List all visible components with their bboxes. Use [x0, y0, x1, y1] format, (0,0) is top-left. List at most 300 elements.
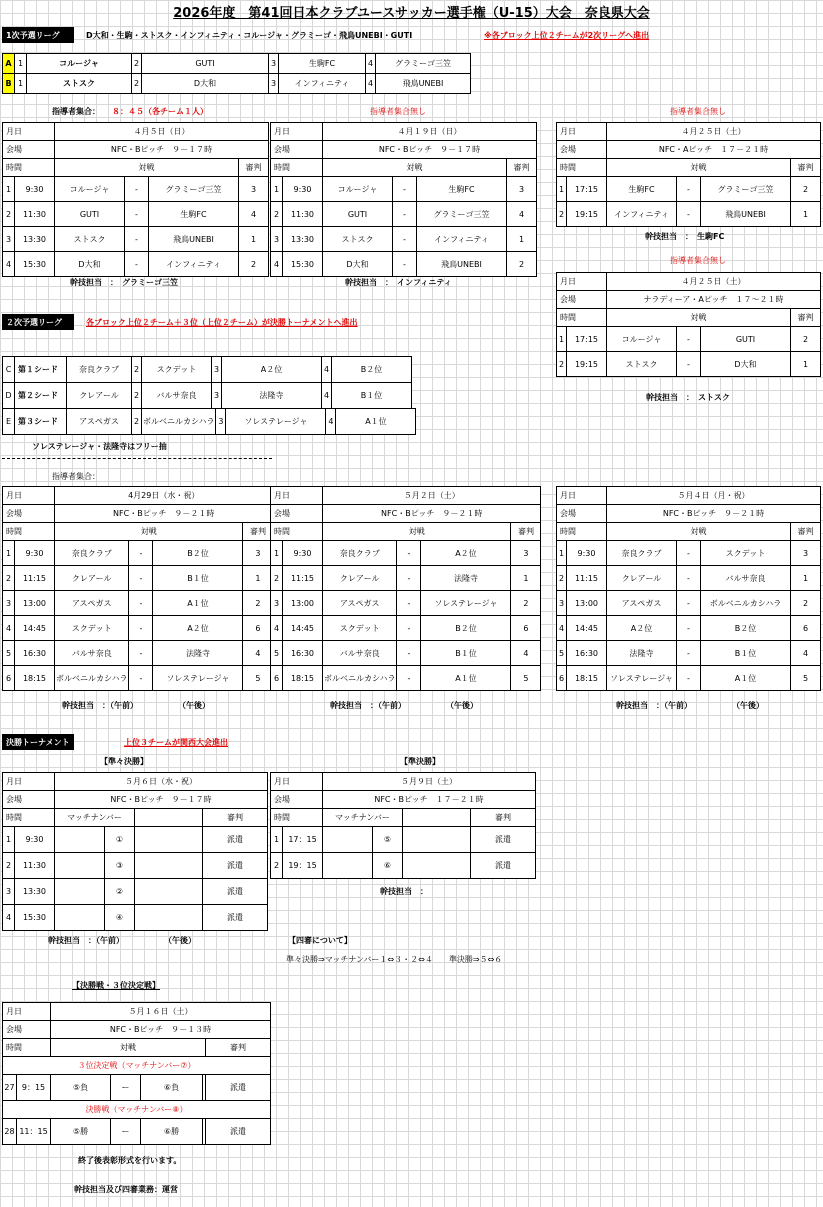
table-cell: ４月５日（日）	[55, 123, 269, 141]
table-cell: バルサ奈良	[701, 566, 791, 591]
block-label: A	[3, 54, 15, 74]
table-row	[271, 773, 536, 791]
table-cell: ４月１９日（日）	[323, 123, 537, 141]
table-cell: 1	[3, 541, 15, 566]
table-row	[3, 74, 471, 94]
first-group-A	[2, 53, 471, 74]
table-cell: NFC・Bピッチ ９－１７時	[55, 791, 268, 809]
table-cell: 13:00	[567, 591, 607, 616]
table-row	[3, 773, 268, 791]
table-cell: 2	[271, 566, 283, 591]
table-cell: ５月６日（水・祝）	[55, 773, 268, 791]
table-cell: 審判	[791, 159, 821, 177]
first-day3-table	[556, 122, 821, 227]
table-cell: 1	[557, 177, 567, 202]
table-cell: 4	[243, 641, 273, 666]
table-cell: 飛鳥UNEBI	[701, 202, 791, 227]
table-cell: 4	[511, 641, 541, 666]
table-cell: 6	[3, 666, 15, 691]
table-cell: 4	[322, 357, 332, 383]
table-cell: GUTI	[142, 54, 269, 74]
table-cell	[323, 853, 373, 879]
table-cell: 17：15	[283, 827, 323, 853]
table-cell: ５月９日（土）	[323, 773, 536, 791]
table-cell: 16:30	[283, 641, 323, 666]
first-note: ※各ブロック上位２チームが2次リーグへ進出	[484, 31, 650, 40]
second-day2-table	[270, 486, 541, 691]
table-cell: 対戦	[323, 523, 511, 541]
match-row	[3, 905, 268, 931]
table-cell: 11:15	[15, 566, 55, 591]
final-note: 上位３チームが関西大会進出	[124, 738, 228, 747]
second-day1-duty: 幹技担当 ：（午前） （午後）	[62, 701, 210, 710]
table-cell: NFC・Bピッチ ９－２１時	[55, 505, 273, 523]
table-cell: ストスク	[607, 352, 677, 377]
fin-duty: 幹技担当及び四審業務：運営	[74, 1185, 178, 1194]
table-cell: 会場	[3, 505, 55, 523]
table-cell: グラミーゴ三笠	[417, 202, 507, 227]
table-cell: 3	[3, 591, 15, 616]
table-cell	[403, 809, 471, 827]
table-cell: 生駒FC	[417, 177, 507, 202]
table-cell: B１位	[701, 641, 791, 666]
second-day1-table	[2, 486, 273, 691]
table-cell: 法隆寺	[222, 383, 322, 409]
table-cell	[135, 827, 203, 853]
four-ref-title: 【四審について】	[288, 936, 352, 945]
match-row	[557, 641, 821, 666]
table-row	[271, 505, 541, 523]
table-cell: GUTI	[701, 327, 791, 352]
match-row	[271, 853, 536, 879]
table-cell: ４月２５日（土）	[607, 123, 821, 141]
block-label: B	[3, 74, 15, 94]
table-cell: 27	[3, 1075, 17, 1101]
table-cell	[55, 879, 105, 905]
table-cell: NFC・Aピッチ １７－２１時	[607, 141, 821, 159]
table-cell: 11:30	[15, 853, 55, 879]
table-row	[3, 1021, 271, 1039]
table-cell: 第２シード	[15, 383, 67, 409]
sf-title: 【準決勝】	[400, 757, 440, 766]
match-row	[3, 641, 273, 666]
table-cell: コルージャ	[323, 177, 393, 202]
second-note: 各ブロック上位２チーム＋３位（上位２チーム）が決勝トーナメントへ進出	[86, 318, 358, 327]
table-cell: 奈良クラブ	[323, 541, 397, 566]
table-row	[271, 159, 537, 177]
match-row	[271, 202, 537, 227]
table-cell: マッチナンバー	[323, 809, 403, 827]
match-row	[3, 879, 268, 905]
table-cell: NFC・Bピッチ ９－１７時	[55, 141, 269, 159]
table-cell: NFC・Bピッチ ９－１７時	[323, 141, 537, 159]
table-cell: 3	[507, 177, 537, 202]
table-cell: 6	[271, 666, 283, 691]
table-cell: 2	[239, 252, 269, 277]
table-cell: 月日	[557, 123, 607, 141]
table-cell: 11:30	[15, 202, 55, 227]
table-cell: 法隆寺	[153, 641, 243, 666]
table-cell: 月日	[557, 273, 607, 291]
table-cell: 対戦	[323, 159, 507, 177]
table-cell: -	[397, 541, 421, 566]
table-cell: ④	[105, 905, 135, 931]
table-cell: クレアール	[67, 383, 132, 409]
table-cell: -	[677, 541, 701, 566]
match-row	[557, 541, 821, 566]
table-cell: 1	[271, 827, 283, 853]
table-cell: ストスク	[55, 227, 125, 252]
table-cell: -	[129, 666, 153, 691]
table-cell: 2	[271, 853, 283, 879]
table-cell: 2	[511, 591, 541, 616]
table-cell: 18:15	[283, 666, 323, 691]
table-cell: 2	[243, 591, 273, 616]
table-cell: 月日	[557, 487, 607, 505]
first-day2-duty: 幹技担当 ： インフィニティ	[345, 278, 452, 287]
table-cell: マッチナンバー	[55, 809, 135, 827]
assembly-label: 指導者集合：	[52, 107, 100, 116]
table-row	[271, 123, 537, 141]
table-cell: 第１シード	[15, 357, 67, 383]
table-cell: ５月２日（土）	[323, 487, 541, 505]
table-row	[557, 487, 821, 505]
table-cell: A２位	[421, 541, 511, 566]
no-assembly-1: 指導者集合無し	[370, 107, 426, 116]
table-cell: 4	[791, 641, 821, 666]
table-cell: D大和	[323, 252, 393, 277]
block-label: E	[3, 409, 15, 435]
match-row	[271, 616, 541, 641]
table-row	[271, 523, 541, 541]
table-cell: -	[397, 641, 421, 666]
match-row	[3, 252, 269, 277]
table-cell: 飛鳥UNEBI	[376, 74, 471, 94]
table-cell: 4	[3, 616, 15, 641]
table-cell: インフィニティ	[607, 202, 677, 227]
table-cell: 2	[791, 177, 821, 202]
table-cell: B２位	[701, 616, 791, 641]
table-cell: 4月29日（水・祝）	[55, 487, 273, 505]
table-cell: 5	[243, 666, 273, 691]
second-day2-duty: 幹技担当 ：（午前） （午後）	[330, 701, 478, 710]
table-cell: 19:15	[567, 352, 607, 377]
table-cell: 2	[132, 54, 142, 74]
table-cell: ストスク	[27, 74, 132, 94]
table-cell: 2	[557, 352, 567, 377]
match-row	[557, 566, 821, 591]
table-cell: ー	[111, 1119, 141, 1145]
table-cell: 4	[557, 616, 567, 641]
table-cell: ５月４日（月・祝）	[607, 487, 821, 505]
table-cell: 15:30	[15, 252, 55, 277]
table-cell: 1	[239, 227, 269, 252]
table-cell: 1	[791, 352, 821, 377]
table-cell: 18:15	[567, 666, 607, 691]
table-cell: NFC・Bピッチ ９－２１時	[323, 505, 541, 523]
table-cell: 奈良クラブ	[67, 357, 132, 383]
divider	[2, 878, 267, 879]
table-cell: 生駒FC	[607, 177, 677, 202]
table-cell: 1	[557, 541, 567, 566]
match-row	[3, 666, 273, 691]
table-cell: 2	[132, 383, 142, 409]
table-cell: 時間	[3, 159, 55, 177]
table-cell: ５月１６日（土）	[51, 1003, 271, 1021]
table-row	[3, 123, 269, 141]
table-cell: 14:45	[567, 616, 607, 641]
table-cell	[55, 853, 105, 879]
table-cell: 派遣	[203, 853, 268, 879]
table-cell: -	[677, 352, 701, 377]
table-cell: 11:15	[567, 566, 607, 591]
first-day4-table	[556, 272, 821, 377]
table-cell: 4	[3, 905, 15, 931]
table-cell: -	[129, 541, 153, 566]
table-cell: ⑥	[373, 853, 403, 879]
block-label: D	[3, 383, 15, 409]
table-row	[3, 383, 412, 409]
table-cell: -	[129, 641, 153, 666]
match-row	[3, 827, 268, 853]
table-cell: 時間	[3, 809, 55, 827]
table-cell: 会場	[3, 1021, 51, 1039]
table-cell: 対戦	[55, 523, 243, 541]
table-cell: 2	[791, 327, 821, 352]
table-cell	[55, 905, 105, 931]
table-cell: B２位	[421, 616, 511, 641]
table-row	[557, 523, 821, 541]
first-teams-line: D大和・生駒・ストスク・インフィニティ・コルージャ・グラミーゴ・飛鳥UNEBI・GUTI	[86, 31, 413, 40]
table-cell: 派遣	[206, 1119, 271, 1145]
table-cell: 6	[243, 616, 273, 641]
table-cell: バルサ奈良	[323, 641, 397, 666]
table-row	[557, 309, 821, 327]
match-row	[557, 616, 821, 641]
table-cell: 対戦	[55, 159, 239, 177]
table-cell: 対戦	[607, 309, 791, 327]
table-cell: -	[129, 566, 153, 591]
table-cell: 2	[3, 853, 15, 879]
table-cell: バルサ奈良	[55, 641, 129, 666]
table-cell: ソレステレージャ	[153, 666, 243, 691]
table-cell: 法隆寺	[607, 641, 677, 666]
table-cell: 5	[3, 641, 15, 666]
table-row	[557, 159, 821, 177]
table-cell: 2	[132, 409, 142, 435]
table-cell: -	[677, 591, 701, 616]
table-cell: ①	[105, 827, 135, 853]
table-cell: 4	[366, 54, 376, 74]
match-row	[557, 666, 821, 691]
table-cell: -	[397, 666, 421, 691]
first-day1-duty: 幹技担当 ： グラミーゴ三笠	[70, 278, 178, 287]
match-row	[271, 591, 541, 616]
table-cell: 15:30	[15, 905, 55, 931]
no-assembly-3: 指導者集合無し	[670, 256, 726, 265]
table-cell: 会場	[271, 791, 323, 809]
table-row	[557, 505, 821, 523]
table-cell: A１位	[153, 591, 243, 616]
table-cell: 2	[507, 252, 537, 277]
table-cell: 奈良クラブ	[607, 541, 677, 566]
second-day3-duty: 幹技担当 ：（午前） （午後）	[616, 701, 764, 710]
table-cell: A２位	[153, 616, 243, 641]
match-row	[271, 177, 537, 202]
table-cell: 派遣	[471, 853, 536, 879]
table-cell: 1	[15, 54, 27, 74]
table-cell: 決勝戦（マッチナンバー⑧）	[3, 1101, 271, 1119]
qf-table	[2, 772, 268, 931]
match-row	[271, 566, 541, 591]
table-cell: ３位決定戦（マッチナンバー⑦）	[3, 1057, 271, 1075]
table-row	[271, 141, 537, 159]
table-cell: コルージャ	[607, 327, 677, 352]
table-cell: -	[397, 591, 421, 616]
second-assembly-label: 指導者集合：	[52, 472, 100, 481]
table-cell: B１位	[153, 566, 243, 591]
table-cell: A１位	[701, 666, 791, 691]
table-cell: 2	[132, 357, 142, 383]
table-row	[3, 1057, 271, 1075]
fin-table	[2, 1002, 271, 1145]
match-row	[3, 616, 273, 641]
table-cell: 会場	[3, 791, 55, 809]
table-cell: 対戦	[51, 1039, 206, 1057]
table-cell: NFC・Bピッチ ９－２１時	[607, 505, 821, 523]
table-cell: 4	[271, 616, 283, 641]
table-cell: 対戦	[607, 159, 791, 177]
table-cell: 審判	[206, 1039, 271, 1057]
table-cell: GUTI	[323, 202, 393, 227]
table-cell: ②	[105, 879, 135, 905]
table-cell: 19:15	[567, 202, 607, 227]
table-cell: 法隆寺	[421, 566, 511, 591]
table-cell: 生駒FC	[279, 54, 366, 74]
table-cell: D大和	[701, 352, 791, 377]
table-cell: スクデット	[55, 616, 129, 641]
table-cell: 時間	[3, 523, 55, 541]
table-cell: 審判	[471, 809, 536, 827]
table-cell: 生駒FC	[149, 202, 239, 227]
table-cell: 会場	[3, 141, 55, 159]
match-row	[3, 853, 268, 879]
table-cell: -	[677, 641, 701, 666]
table-cell: 13:00	[283, 591, 323, 616]
table-cell: 9:30	[567, 541, 607, 566]
table-cell: 5	[791, 666, 821, 691]
table-row	[3, 54, 471, 74]
table-cell: 13:30	[283, 227, 323, 252]
table-cell: -	[677, 202, 701, 227]
table-row	[3, 523, 273, 541]
table-cell: B１位	[421, 641, 511, 666]
table-cell: アスペガス	[607, 591, 677, 616]
table-cell: 1	[243, 566, 273, 591]
table-cell: コルージャ	[55, 177, 125, 202]
table-cell: ⑥負	[141, 1075, 203, 1101]
match-row	[271, 227, 537, 252]
table-cell: 3	[269, 54, 279, 74]
table-cell: 審判	[239, 159, 269, 177]
divider	[2, 458, 272, 459]
table-cell: -	[125, 177, 149, 202]
table-cell: 11:15	[283, 566, 323, 591]
table-cell: 月日	[3, 1003, 51, 1021]
table-cell: 19：15	[283, 853, 323, 879]
table-cell: 2	[3, 566, 15, 591]
match-row	[3, 1119, 271, 1145]
second-group-D	[2, 382, 412, 409]
match-row	[3, 1075, 271, 1101]
ceremony-note: 終了後表彰形式を行います。	[78, 1156, 182, 1165]
table-cell: 派遣	[471, 827, 536, 853]
table-cell: 2	[791, 591, 821, 616]
first-day3-duty: 幹技担当 ： 生駒FC	[645, 232, 725, 241]
match-row	[557, 591, 821, 616]
table-cell: ソレステレージャ	[607, 666, 677, 691]
match-row	[557, 327, 821, 352]
sf-duty: 幹技担当 ：	[380, 887, 428, 896]
table-cell: ⑥勝	[141, 1119, 203, 1145]
table-cell: 3	[212, 383, 222, 409]
table-cell: 1	[507, 227, 537, 252]
table-cell: B１位	[332, 383, 412, 409]
table-cell: 月日	[3, 773, 55, 791]
table-cell: 15:30	[283, 252, 323, 277]
table-row	[557, 273, 821, 291]
table-cell: 1	[271, 177, 283, 202]
match-row	[271, 666, 541, 691]
table-cell: 3	[557, 591, 567, 616]
table-cell: 3	[511, 541, 541, 566]
table-cell: 4	[507, 202, 537, 227]
table-cell: 飛鳥UNEBI	[149, 227, 239, 252]
table-cell: -	[677, 177, 701, 202]
table-cell: 2	[557, 202, 567, 227]
table-cell: 17:15	[567, 177, 607, 202]
table-cell: 会場	[271, 141, 323, 159]
table-cell: 14:45	[283, 616, 323, 641]
match-row	[271, 641, 541, 666]
table-cell: 飛鳥UNEBI	[417, 252, 507, 277]
table-cell: クレアール	[607, 566, 677, 591]
table-cell: 16:30	[567, 641, 607, 666]
table-cell: インフィニティ	[417, 227, 507, 252]
table-cell: 派遣	[206, 1075, 271, 1101]
table-cell: 時間	[271, 523, 323, 541]
table-cell: 2	[271, 202, 283, 227]
table-cell: 派遣	[203, 827, 268, 853]
table-cell: 4	[271, 252, 283, 277]
table-cell: 奈良クラブ	[55, 541, 129, 566]
table-cell: 3	[243, 541, 273, 566]
table-cell: 3	[212, 357, 222, 383]
table-cell: 1	[511, 566, 541, 591]
table-cell: -	[677, 666, 701, 691]
table-cell: 時間	[557, 159, 607, 177]
no-assembly-2: 指導者集合無し	[670, 107, 726, 116]
table-cell: NFC・Bピッチ １７－２１時	[323, 791, 536, 809]
match-row	[3, 566, 273, 591]
table-cell	[55, 827, 105, 853]
table-cell: 時間	[557, 309, 607, 327]
table-cell	[403, 853, 471, 879]
table-cell: 時間	[557, 523, 607, 541]
table-cell: 28	[3, 1119, 17, 1145]
table-cell: ⑤勝	[51, 1119, 111, 1145]
table-cell: -	[125, 202, 149, 227]
